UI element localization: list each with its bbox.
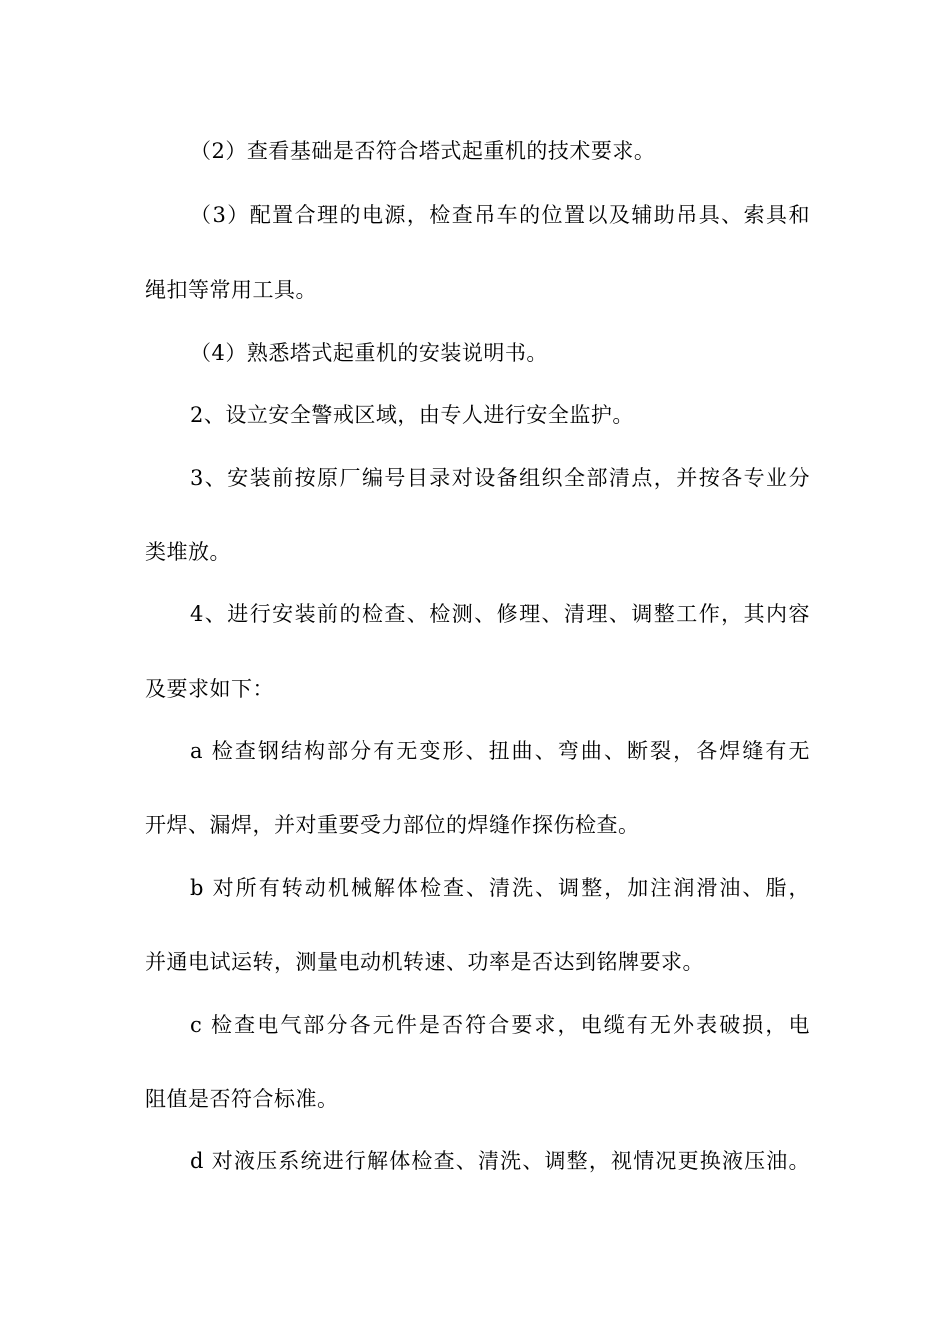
paragraph-line: 类堆放。 xyxy=(145,540,231,564)
paragraph-line: c 检查电气部分各元件是否符合要求，电缆有无外表破损，电 xyxy=(190,1013,810,1037)
paragraph-line: a 检查钢结构部分有无变形、扭曲、弯曲、断裂，各焊缝有无 xyxy=(190,739,810,763)
paragraph-line: b 对所有转动机械解体检查、清洗、调整，加注润滑油、脂， xyxy=(190,876,810,900)
paragraph-line: 绳扣等常用工具。 xyxy=(145,278,317,302)
paragraph-line: （3）配置合理的电源，检查吊车的位置以及辅助吊具、索具和 xyxy=(190,203,810,227)
paragraph-line: 4、进行安装前的检查、检测、修理、清理、调整工作，其内容 xyxy=(190,602,810,626)
paragraph-line: 2、设立安全警戒区域，由专人进行安全监护。 xyxy=(190,403,634,427)
paragraph-line: 阻值是否符合标准。 xyxy=(145,1087,339,1111)
paragraph-line: 并通电试运转，测量电动机转速、功率是否达到铭牌要求。 xyxy=(145,950,704,974)
paragraph-line: 及要求如下： xyxy=(145,677,274,701)
paragraph-line: 3、安装前按原厂编号目录对设备组织全部清点，并按各专业分 xyxy=(190,466,810,490)
paragraph-line: d 对液压系统进行解体检查、清洗、调整，视情况更换液压油。 xyxy=(190,1149,810,1173)
paragraph-line: 开焊、漏焊，并对重要受力部位的焊缝作探伤检查。 xyxy=(145,813,640,837)
paragraph-line: （4）熟悉塔式起重机的安装说明书。 xyxy=(190,341,548,365)
paragraph-line: （2）查看基础是否符合塔式起重机的技术要求。 xyxy=(190,139,656,163)
